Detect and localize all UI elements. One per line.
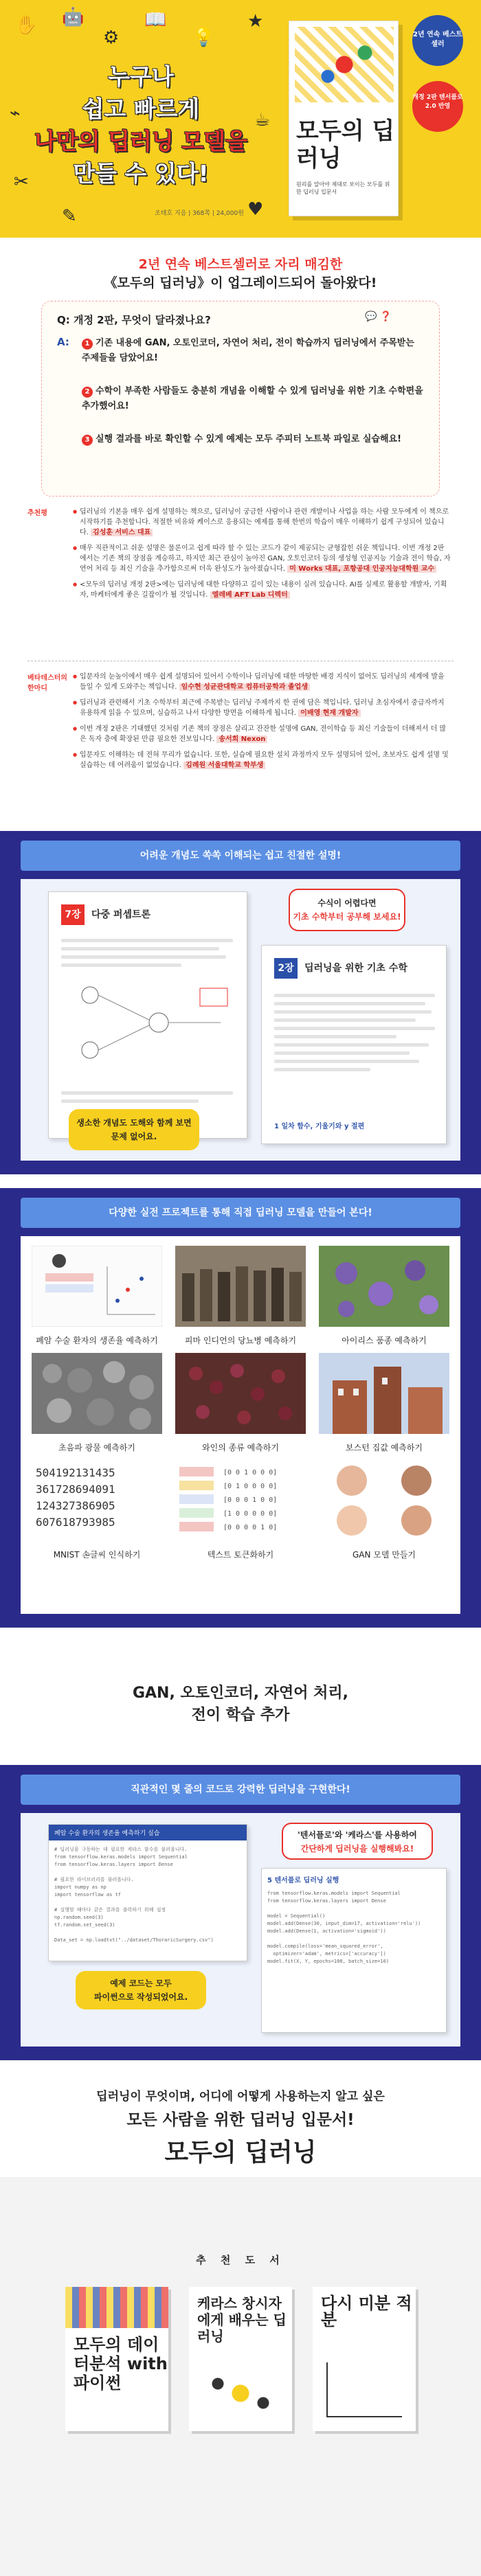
book-title: 다시 미분 적분 [321,2294,412,2329]
project-caption: 텍스트 토큰화하기 [207,1550,274,1560]
new-topics-summary [21,1683,460,1726]
lead-line-2: 《모두의 딥러닝》이 업그레이드되어 돌아왔다! [104,275,377,290]
recommend-item [73,507,451,538]
project-card [319,1246,449,1346]
project-image [32,1246,162,1327]
callout-line: '텐서플로'와 '케라스'를 사용하여 [298,1830,417,1840]
chat-icon: 💬 ❓ [365,311,392,322]
beta-tag: 임수현 성균관대학교 컴퓨터공학과 졸업생 [179,683,310,691]
robot-doodle-icon: 🤖 [62,7,85,27]
svg-text:[0 0 1 0 0 0]: [0 0 1 0 0 0] [223,1469,278,1477]
callout-math [289,889,405,931]
section-heading: 직관적인 몇 줄의 코드로 강력한 딥러닝을 구현한다! [21,1775,460,1805]
light-doodle-icon: 💡 [192,27,215,48]
beta-item-2-text: 딥러닝과 관련해서 기초 수학부터 최근에 주목받는 딥러닝 주제까지 한 권에 담은 책입니다. 딥러닝 초심자에서 중급자까지 유용하게 읽을 수 있으며, 실습하고 나서 다양한 방면을 이해하게 됩니다. [80,699,445,717]
beta-item [73,724,451,744]
callout-line: 기초 수학부터 공부해 보세요! [293,912,401,922]
book-illustration [326,2362,402,2417]
recommend-list [73,507,451,606]
project-card [175,1353,306,1453]
beta-label: 베타테스터의 한마디 [27,674,67,692]
project-card [175,1460,306,1560]
book-cover [289,21,399,216]
project-image [175,1353,306,1434]
callout-line: 수식이 어렵다면 [317,898,377,908]
recommend-tag: 미 Works 대표, 포항공대 인공지능대학원 교수 [287,565,436,573]
code-sample-left [48,1824,247,1961]
recommend-item [73,580,451,600]
cta-question: 딥러닝이 무엇이며, 어디에 어떻게 사용하는지 알고 싶은 [96,2090,385,2104]
recommend-item-2-text: 매우 직관적이고 쉬운 설명은 물론이고 쉽게 따라 할 수 있는 코드가 같이 제공되는 균형잡힌 쉬운 책입니다. 이번 개정 2판에서는 기존 책의 장점을 계승하고, 하지만 최근 관심이 높아진 GAN, 오토인코더 등의 생성형 인공지능 기술과 전이 학습, 자연어 처리 등 최신 기술을 추가함으로써 더욱 완성도가 높아졌습니다. [80,545,451,573]
qa-box [41,301,440,497]
chapter-number: 2장 [274,958,298,979]
hero-banner [0,0,481,238]
footnote: 1 일차 함수, 기울기와 y 절편 [274,1123,365,1130]
callout-line: 문제 없어요. [111,1132,157,1141]
svg-text:504192131435: 504192131435 [36,1466,115,1479]
beta-item [73,750,451,771]
plug-doodle-icon: ⌁ [10,103,21,124]
recommended-book-3[interactable] [313,2287,416,2431]
svg-text:[1 0 0 0 0 0]: [1 0 0 0 0 0] [223,1510,278,1518]
project-caption: 와인의 종류 예측하기 [202,1443,279,1452]
callout-line: 생소한 개념도 도해와 함께 보면 [76,1118,192,1128]
hero-title-line-3: 나만의 딥러닝 모델을 [34,128,247,155]
answer-item-1 [82,336,425,366]
beta-item-3-text: 이번 개정 2판은 기대했던 것처럼 기존 책의 장점은 살리고 잔잔한 설명에 GAN, 전이학습 등 최신 기술들이 더해져서 더 많은 독자 층에 확장된 만큼 필요한 전보입니다. [80,725,447,743]
book-doodle-icon: 📖 [144,10,167,30]
project-card [319,1460,449,1560]
scissors-doodle-icon: ✂ [14,172,29,192]
hero-title-line-4: 만들 수 있다! [73,160,209,187]
answer-item-3 [82,432,425,447]
project-image [319,1246,449,1327]
svg-text:[0 0 0 1 0 0]: [0 0 0 1 0 0] [223,1496,278,1504]
sample-page-perceptron [48,891,247,1139]
book-pattern [65,2287,168,2328]
projects-section [0,1188,481,1628]
star-doodle-icon: ★ [247,11,264,32]
book-title: 모두의 데이터분석 with 파이썬 [74,2335,168,2393]
svg-text:124327386905: 124327386905 [36,1499,115,1512]
section-heading: 어려운 개념도 쏙쏙 이해되는 쉽고 친절한 설명! [21,841,460,871]
project-caption: GAN 모델 만들기 [352,1550,416,1560]
project-caption: MNIST 손글씨 인식하기 [53,1550,141,1560]
lead-line-1 [0,255,481,274]
hero-title [27,60,254,190]
chapter-title: 다중 퍼셉트론 [91,909,151,920]
project-caption: 아이리스 품종 예측하기 [342,1336,427,1345]
project-image [175,1246,306,1327]
svg-text:[0 0 0 0 1 0]: [0 0 0 0 1 0] [223,1524,278,1531]
number-2-icon: 2 [82,387,93,398]
code-panel [21,1813,460,2047]
svg-text:607618793985: 607618793985 [36,1516,115,1529]
perceptron-diagram [63,974,234,1078]
beta-tag: 이배영 현재 개발자 [298,709,360,717]
project-card [32,1353,162,1453]
callout-line: 간단하게 딥러닝을 실행해봐요! [300,1844,414,1854]
project-card [175,1246,306,1346]
recommend-item-3-text: <모두의 딥러닝 개정 2판>에는 딥러닝에 대한 다양하고 깊이 있는 내용이 실려 있습니다. AI를 실제로 활용할 개발자, 기획자, 마케터에게 좋은 길잡이가 될 것입니다. [80,581,447,599]
project-caption: 폐암 수술 환자의 생존율 예측하기 [36,1336,158,1345]
summary-line: GAN, 오토인코더, 자연어 처리, [132,1685,349,1702]
summary-line: 전이 학습 추가 [191,1707,290,1724]
cta-tagline: 모든 사람을 위한 딥러닝 입문서! [126,2111,355,2129]
beta-item [73,672,451,692]
pencil-doodle-icon: ✎ [62,206,77,227]
recommended-book-1[interactable] [65,2287,168,2431]
recommend-tag: 엘레베 AFT Lab 디렉터 [210,591,290,599]
section-panel [21,879,460,1161]
beta-list [73,672,451,776]
callout-python [76,1971,206,2009]
svg-text:361728694091: 361728694091 [36,1483,115,1496]
edition-badge: 개정 2판 텐서플로2.0 반영 [412,81,463,132]
answer-item-1-text: 기존 내용에 GAN, 오토인코더, 자연어 처리, 전이 학습까지 딥러닝에서 주목받는 주제들을 담았어요! [82,338,414,363]
recommend-tag: 김성훈 서비스 대표 [91,529,153,536]
coffee-doodle-icon: ☕ [254,110,271,130]
hero-title-line-2: 쉽고 빠르게 [82,95,200,122]
code-card-title: 5 텐서플로 딥러닝 실행 [267,1877,339,1884]
cover-title: 모두의 딥러닝 [296,117,395,172]
answer-item-3-text: 실행 결과를 바로 확인할 수 있게 예제는 모두 주피터 노트북 파일로 실습해요! [96,434,402,444]
beta-item-1-text: 입문자의 눈높이에서 매우 쉽게 설명되어 있어서 수학이나 딥러닝에 대한 마땅한 배경 지식이 없어도 딥러닝의 세계에 발을 들일 수 있게 도와주는 책입니다. [80,673,445,691]
code-card-title: 폐암 수술 환자의 생존율 예측하기 실습 [49,1825,247,1840]
beta-item [73,698,451,718]
hero-title-line-1: 누구나 [108,63,174,90]
answer-item-2-text: 수학이 부족한 사람들도 충분히 개념을 이해할 수 있게 딥러닝을 위한 기초 수학편을 추가했어요! [82,386,423,411]
cover-illustration [303,35,385,94]
chapter-number: 7장 [61,904,85,925]
recommend-item-1-text: 딥러닝의 기본을 매우 쉽게 설명하는 책으로, 딥러닝이 궁금한 사람이나 관련 개발이나 사업을 하는 사람 모두에게 이 책으로 시작하기를 추천합니다. 적절한 비유와 케이스로 응용되는 예제를 통해 한번의 학습이 매우 이해하기 쉽게 구성되어 있습니다. [80,508,449,536]
answer-item-2 [82,384,425,414]
project-caption: 피마 인디언의 당뇨병 예측하기 [184,1336,297,1345]
beta-item-4-text: 입문자도 이해하는 데 전혀 무리가 없습니다. 또한, 실습에 필요한 설치 과정까지 모두 설명되어 있어, 초보자도 쉽게 설명 및 실습하는 데 어려움이 없었습니다. [80,751,449,769]
bestseller-badge: 2년 연속 베스트셀러 [412,15,463,66]
beta-tag: 송서희 Nexon [216,736,267,743]
project-caption: 초음파 광물 예측하기 [58,1443,135,1452]
project-image [319,1460,449,1541]
callout-keras [282,1823,433,1860]
project-caption: 보스턴 집값 예측하기 [346,1443,423,1452]
code-block: from tensorflow.keras.models import Sequential from tensorflow.keras.layers import Dense model = Sequential() model.add(Dense(30, input_dim=17, activation='relu')) model.add(Dense(1, activation='sigmoid')) model.compile(loss='mean_squared_error', optimizer='adam', metrics=['accuracy']) model.fit(X, Y, epochs=100, batch_size=10) [267,1891,421,1964]
callout-line: 예제 코드는 모두 [110,1979,172,1988]
cover-subtitle: 원리를 알아야 제대로 보이는 모두를 위한 딥러닝 입문서 [296,181,390,195]
book-title: 케라스 창시자에게 배우는 딥러닝 [197,2295,287,2345]
recommend-label: 추천평 [27,510,47,517]
book-illustration [203,2369,278,2417]
number-1-icon: 1 [82,339,93,350]
recommended-book-2[interactable] [189,2287,292,2431]
recommended-books [0,2177,481,2576]
gear-doodle-icon: ⚙ [103,27,120,48]
text-lines [61,1091,233,1108]
section-heading: 다양한 실전 프로젝트를 통해 직접 딥러닝 모델을 만들어 본다! [21,1198,460,1228]
svg-text:[0 1 0 0 0 0]: [0 1 0 0 0 0] [223,1483,278,1490]
sample-page-math [261,945,447,1144]
text-lines [274,994,435,1076]
number-3-icon: 3 [82,435,93,446]
cta-book-title: 모두의 딥러닝 [164,2139,317,2167]
project-card [32,1246,162,1346]
code-sample-right [261,1868,447,2033]
hero-meta: 조태호 지음 | 368쪽 | 24,000원 [155,210,244,217]
code-block: # 딥러닝을 구동하는 데 필요한 케라스 함수를 불러옵니다. from tensorflow.keras.models import Sequential from tensorflow.keras.layers import Dense # 필요한 라이브러리를 불러옵니다. import numpy as np import tensorflow as tf # 실행할 때마다 같은 결과를 출력하기 위해 설정 np.random.seed(3) tf.random.set_seed(3) Data_set = np.loadtxt("../dataset/ThoraricSurgery.csv") [54,1847,214,1943]
lead-line-1-text: 2년 연속 베스트셀러로 자리 매김한 [138,257,343,272]
hand-doodle-icon: ✋ [15,15,38,36]
recommended-title: 추 천 도 서 [196,2254,285,2266]
lead-heading [0,255,481,293]
qa-question: Q: 개정 2판, 무엇이 달라졌나요? [57,314,211,326]
easy-explanation-section [0,831,481,1174]
callout-line: 파이썬으로 작성되었어요. [93,1992,188,2002]
project-image [319,1353,449,1434]
heart-doodle-icon: ♥ [247,199,264,220]
projects-panel [21,1236,460,1614]
project-image [175,1460,306,1541]
project-card [32,1460,162,1560]
text-lines [61,939,233,972]
code-section [0,1765,481,2060]
beta-tag: 김례원 서울대학교 학부생 [183,762,265,769]
chapter-title: 딥러닝을 위한 기초 수학 [304,963,407,974]
project-card [319,1353,449,1453]
recommend-item [73,543,451,574]
project-image [32,1353,162,1434]
project-image [32,1460,162,1541]
callout-diagram [69,1109,199,1150]
qa-answer-label: A: [57,336,69,348]
